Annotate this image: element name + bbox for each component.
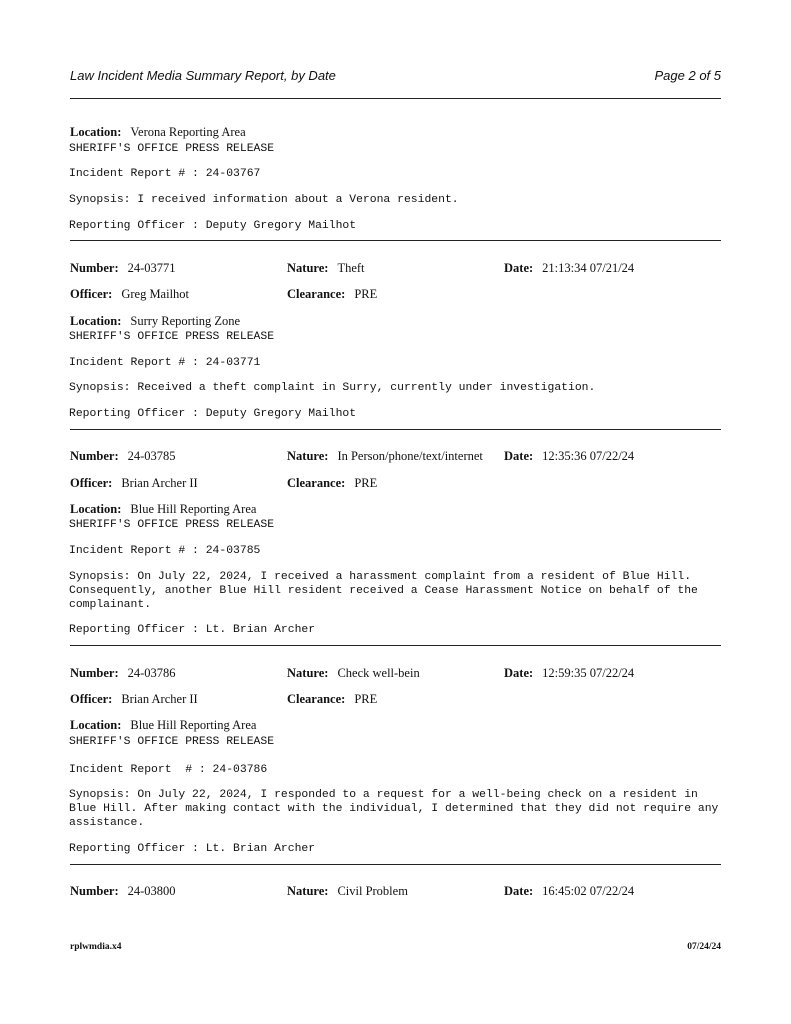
footer-print-date: 07/24/24 bbox=[687, 942, 721, 952]
clearance-field: Clearance: PRE bbox=[287, 692, 378, 706]
press-release-line: SHERIFF'S OFFICE PRESS RELEASE bbox=[69, 331, 275, 343]
reporting-officer-line: Reporting Officer : Lt. Brian Archer bbox=[69, 843, 316, 855]
nature-field: Nature: Check well-bein bbox=[287, 666, 420, 680]
location-field: Location: Verona Reporting Area bbox=[70, 125, 246, 139]
nature-field: Nature: In Person/phone/text/internet bbox=[287, 449, 483, 463]
reporting-officer-line: Reporting Officer : Deputy Gregory Mailhot bbox=[69, 408, 357, 420]
record-divider bbox=[70, 645, 721, 646]
location-field: Location: Blue Hill Reporting Area bbox=[70, 718, 257, 732]
date-field: Date: 12:35:36 07/22/24 bbox=[504, 449, 635, 463]
date-field: Date: 12:59:35 07/22/24 bbox=[504, 666, 635, 680]
number-field: Number: 24-03800 bbox=[70, 884, 176, 898]
reporting-officer-line: Reporting Officer : Lt. Brian Archer bbox=[69, 624, 316, 636]
nature-field: Nature: Theft bbox=[287, 261, 365, 275]
nature-field: Nature: Civil Problem bbox=[287, 884, 408, 898]
location-field: Location: Blue Hill Reporting Area bbox=[70, 502, 257, 516]
number-field: Number: 24-03771 bbox=[70, 261, 176, 275]
press-release-line: SHERIFF'S OFFICE PRESS RELEASE bbox=[69, 736, 275, 748]
officer-field: Officer: Brian Archer II bbox=[70, 692, 198, 706]
location-field: Location: Surry Reporting Zone bbox=[70, 314, 241, 328]
officer-field: Officer: Brian Archer II bbox=[70, 476, 198, 490]
officer-field: Officer: Greg Mailhot bbox=[70, 287, 190, 301]
record-divider bbox=[70, 864, 721, 865]
press-release-line: SHERIFF'S OFFICE PRESS RELEASE bbox=[69, 143, 275, 155]
synopsis-text: Synopsis: On July 22, 2024, I received a harassment complaint from a resident of Blue Hill. Consequently, another Blue Hill resident received a Cease Harassment Notice on behalf of the complainant. bbox=[69, 571, 705, 611]
synopsis-text: Synopsis: Received a theft complaint in Surry, currently under investigation. bbox=[69, 382, 596, 394]
record-divider bbox=[70, 240, 721, 241]
page-indicator: Page 2 of 5 bbox=[654, 68, 721, 83]
synopsis-text: Synopsis: On July 22, 2024, I responded to a request for a well-being check on a resident in Blue Hill. After making contact with the individual, I determined that they did not require any assistance. bbox=[69, 789, 726, 829]
header-divider bbox=[70, 98, 721, 99]
date-field: Date: 16:45:02 07/22/24 bbox=[504, 884, 635, 898]
synopsis-text: Synopsis: I received information about a Verona resident. bbox=[69, 194, 459, 206]
reporting-officer-line: Reporting Officer : Deputy Gregory Mailhot bbox=[69, 220, 357, 232]
incident-report-line: Incident Report # : 24-03771 bbox=[69, 357, 261, 369]
report-title: Law Incident Media Summary Report, by Date bbox=[70, 68, 336, 83]
date-field: Date: 21:13:34 07/21/24 bbox=[504, 261, 635, 275]
clearance-field: Clearance: PRE bbox=[287, 287, 378, 301]
press-release-line: SHERIFF'S OFFICE PRESS RELEASE bbox=[69, 519, 275, 531]
incident-report-line: Incident Report # : 24-03767 bbox=[69, 168, 261, 180]
number-field: Number: 24-03786 bbox=[70, 666, 176, 680]
clearance-field: Clearance: PRE bbox=[287, 476, 378, 490]
incident-report-line: Incident Report # : 24-03786 bbox=[69, 764, 268, 776]
record-divider bbox=[70, 429, 721, 430]
footer-report-code: rplwmdia.x4 bbox=[70, 942, 122, 952]
incident-report-line: Incident Report # : 24-03785 bbox=[69, 545, 261, 557]
number-field: Number: 24-03785 bbox=[70, 449, 176, 463]
